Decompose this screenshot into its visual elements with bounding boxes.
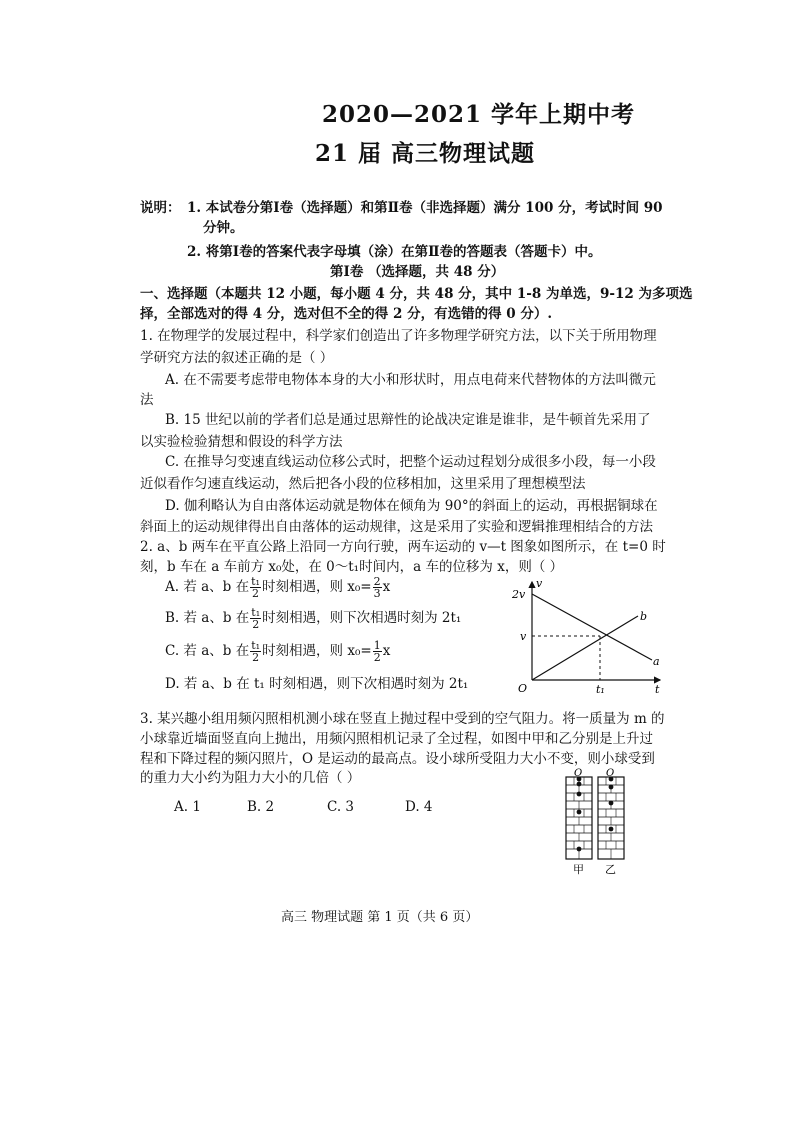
q3-option-a: A. 1	[174, 799, 201, 815]
q3-option-c: C. 3	[327, 799, 355, 815]
top-label-right: O	[606, 768, 615, 779]
fraction: $\frac{\text{t₁}}{2}$	[251, 575, 260, 600]
label-a: a	[653, 655, 660, 668]
q1-option-d: D. 伽利略认为自由落体运动就是物体在倾角为 90°的斜面上的运动，再根据铜球在	[165, 498, 658, 514]
fraction: $\frac{\text{t₁}}{2}$	[251, 639, 261, 664]
q3-flash-photo-figure	[560, 767, 630, 877]
q1-option-d-cont: 斜面上的运动规律得出自由落体的运动规律，这是采用了实验和逻辑推理相结合的方法	[140, 519, 653, 535]
fraction: $\frac{1}{2}$	[373, 639, 381, 664]
q2-vt-graph	[508, 576, 668, 698]
fraction: $\frac{2}{3}$	[373, 575, 381, 600]
instruction-item-1-cont: 分钟。	[203, 220, 244, 236]
q1-option-a-cont: 法	[140, 392, 154, 408]
q1-option-c: C. 在推导匀变速直线运动位移公式时，把整个运动过程划分成很多小段，每一小段	[165, 454, 656, 470]
page-footer: 高三 物理试题 第 1 页（共 6 页）	[281, 910, 479, 925]
section-heading: 一、选择题（本题共 12 小题，每小题 4 分，共 48 分，其中 1-8 为单选，9-12 为多项选	[140, 286, 693, 302]
q3-stem: 3. 某兴趣小组用频闪照相机测小球在竖直上抛过程中受到的空气阻力。将一质量为 m 的	[140, 711, 665, 727]
tick-v: v	[520, 630, 527, 643]
instruction-item-1: 1. 本试卷分第Ⅰ卷（选择题）和第Ⅱ卷（非选择题）满分 100 分，考试时间 90	[187, 200, 663, 216]
q3-option-b: B. 2	[247, 799, 275, 815]
instruction-item-2: 2. 将第Ⅰ卷的答案代表字母填（涂）在第Ⅱ卷的答题表（答题卡）中。	[187, 244, 602, 260]
q1-option-c-cont: 近似看作匀速直线运动，然后把各小段的位移相加，这里采用了理想模型法	[140, 476, 586, 492]
exam-title-year: 2020—2021 学年上期中考	[322, 101, 636, 128]
tick-t1: t₁	[596, 683, 605, 696]
q1-stem-cont: 学研究方法的叙述正确的是（ ）	[140, 350, 334, 366]
line-a	[532, 594, 652, 660]
q1-option-b: B. 15 世纪以前的学者们总是通过思辩性的论战决定谁是谁非，是牛顿首先采用了	[165, 412, 651, 428]
q3-stem-cont-1: 小球靠近墙面竖直向上抛出，用频闪照相机记录了全过程，如图中甲和乙分别是上升过	[140, 731, 653, 747]
q3-option-d: D. 4	[405, 799, 433, 815]
q1-option-a: A. 在不需要考虑带电物体本身的大小和形状时，用点电荷来代替物体的方法叫微元	[165, 372, 656, 388]
q1-stem: 1. 在物理学的发展过程中，科学家们创造出了许多物理学研究方法，以下关于所用物理	[140, 328, 657, 344]
label-b: b	[640, 610, 648, 623]
instructions-label: 说明：	[140, 200, 181, 216]
section-heading-cont: 择，全部选对的得 4 分，选对但不全的得 2 分，有选错的得 0 分）.	[140, 306, 553, 322]
fraction: $\frac{\text{t₁}}{2}$	[251, 606, 261, 631]
line-b	[532, 616, 638, 680]
v-axis-label: v	[536, 577, 543, 590]
q2-option-a: A. 若 a、b 在 $\frac{\text{t₁}}{2}$ 时刻相遇，则 x₀= $\frac{2}{3}$ x	[165, 575, 391, 600]
q2-option-a-text: A. 若 a、b 在	[165, 579, 250, 595]
caption-right: 乙	[605, 863, 616, 876]
tick-2v: 2v	[512, 588, 526, 601]
exam-title-subject: 21 届 高三物理试题	[315, 140, 536, 167]
t-axis-label: t	[655, 683, 660, 696]
part-one-heading: 第Ⅰ卷 （选择题，共 48 分）	[330, 264, 505, 280]
q3-stem-cont-3: 的重力大小约为阻力大小的几倍（ ）	[140, 770, 361, 786]
q1-option-b-cont: 以实验检验猜想和假设的科学方法	[140, 434, 343, 450]
origin-label: O	[518, 682, 528, 695]
q2-option-b: B. 若 a、b 在 $\frac{\text{t₁}}{2}$ 时刻相遇，则下次相遇时刻为 2t₁	[165, 606, 462, 631]
q2-option-d: D. 若 a、b 在 t₁ 时刻相遇，则下次相遇时刻为 2t₁	[165, 676, 469, 692]
q2-option-c: C. 若 a、b 在 $\frac{\text{t₁}}{2}$ 时刻相遇，则 x₀= $\frac{1}{2}$ x	[165, 639, 391, 664]
q3-stem-cont-2: 程和下降过程的频闪照片，O 是运动的最高点。设小球所受阻力大小不变，则小球受到	[140, 751, 655, 767]
q2-stem-cont: 刻，b 车在 a 车前方 x₀处，在 0～t₁时间内，a 车的位移为 x，则（ ）	[140, 559, 564, 575]
top-label-left: O	[574, 768, 583, 779]
q2-stem: 2. a、b 两车在平直公路上沿同一方向行驶，两车运动的 v—t 图象如图所示，在 t=0 时	[140, 539, 666, 555]
caption-left: 甲	[573, 863, 584, 876]
